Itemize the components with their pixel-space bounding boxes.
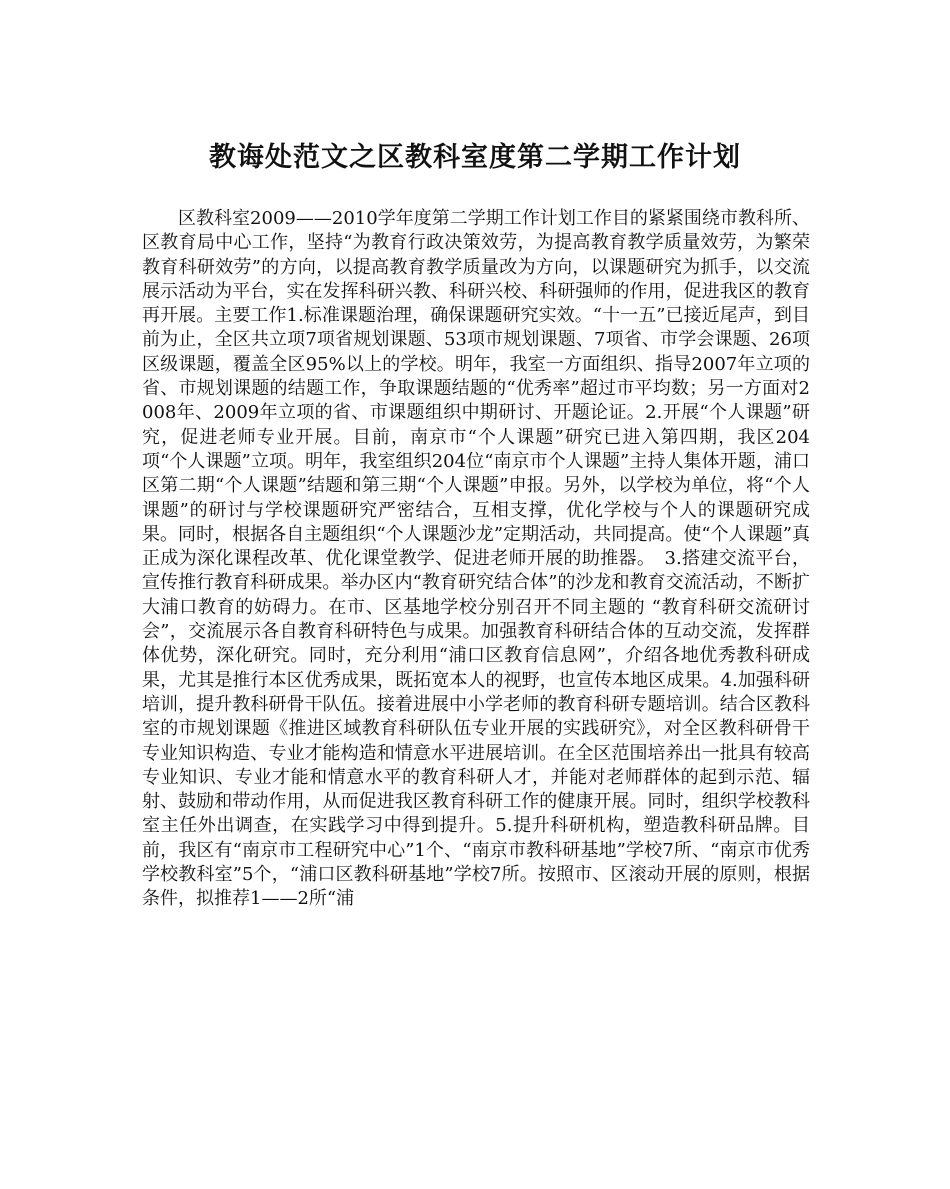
document-title: 教诲处范文之区教科室度第二学期工作计划 <box>209 142 741 173</box>
document-body-paragraph: 区教科室2009——2010学年度第二学期工作计划工作目的紧紧围绕市教科所、区教育局中心工作，坚持“为教育行政决策效劳，为提高教育教学质量效劳，为繁荣教育科研效劳”的方向，以提高教育教学质量改为方向，以课题研究为抓手，以交流展示活动为平台，实在发挥科研兴教、科研兴校、科研强师的作用，促进我区的教育再开展。主要工作1.标准课题治理，确保课题研究实效。“十一五”已接近尾声，到目前为止，全区共立项7项省规划课题、53项市规划课题、7项省、市学会课题、26项区级课题，覆盖全区95%以上的学校。明年，我室一方面组织、指导2007年立项的省、市规划课题的结题工作，争取课题结题的“优秀率”超过市平均数；另一方面对2008年、2009年立项的省、市课题组织中期研讨、开题论证。2.开展“个人课题”研究，促进老师专业开展。目前，南京市“个人课题”研究已进入第四期，我区204项“个人课题”立项。明年，我室组织204位“南京市个人课题”主持人集体开题，浦口区第二期“个人课题”结题和第三期“个人课题”申报。另外，以学校为单位，将“个人课题”的研讨与学校课题研究严密结合，互相支撑，优化学校与个人的课题研究成果。同时，根据各自主题组织“个人课题沙龙”定期活动，共同提高。使“个人课题”真正成为深化课程改革、优化课堂教学、促进老师开展的助推器。 3.搭建交流平台，宣传推行教育科研成果。举办区内“教育研究结合体”的沙龙和教育交流活动，不断扩大浦口教育的妨碍力。在市、区基地学校分别召开不同主题的 “教育科研交流研讨会”，交流展示各自教育科研特色与成果。加强教育科研结合体的互动交流，发挥群体优势，深化研究。同时，充分利用“浦口区教育信息网”，介绍各地优秀教科研成果，尤其是推行本区优秀成果，既拓宽本人的视野，也宣传本地区成果。4.加强科研培训，提升教科研骨干队伍。接着进展中小学老师的教育科研专题培训。结合区教科室的市规划课题《推进区域教育科研队伍专业开展的实践研究》，对全区教科研骨干专业知识构造、专业才能构造和情意水平进展培训。在全区范围培养出一批具有较高专业知识、专业才能和情意水平的教育科研人才，并能对老师群体的起到示范、辐射、鼓励和带动作用，从而促进我区教育科研工作的健康开展。同时，组织学校教科室主任外出调查，在实践学习中得到提升。5.提升科研机构，塑造教科研品牌。目前，我区有“南京市工程研究中心”1个、“南京市教科研基地”学校7所、“南京市优秀学校教科室”5个，“浦口区教科研基地”学校7所。按照市、区滚动开展的原则，根据条件，拟推荐1——2所“浦 <box>142 208 810 910</box>
